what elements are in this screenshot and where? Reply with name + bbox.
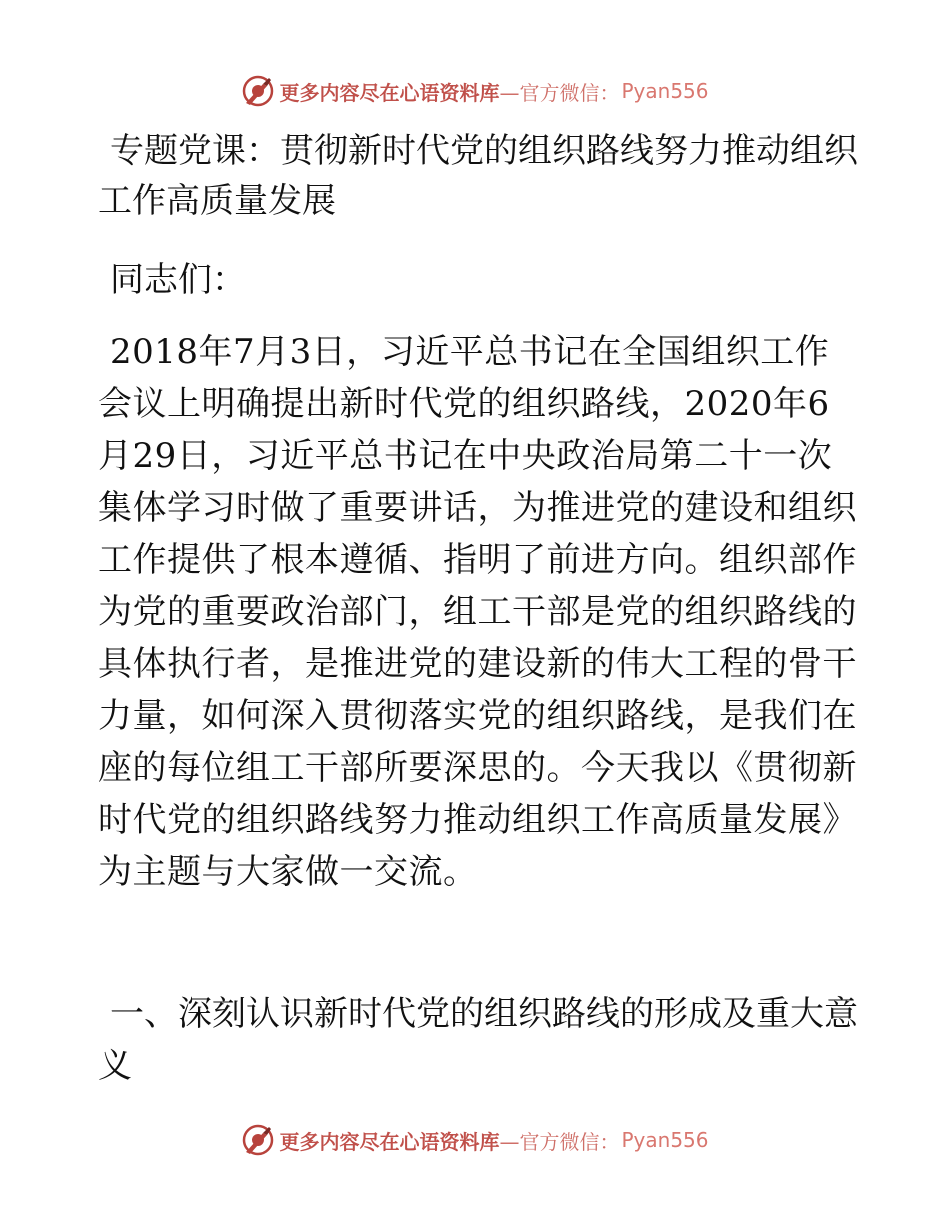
greeting: 同志们： — [110, 260, 246, 300]
watermark-text: 更多内容尽在心语资料库 — [279, 80, 500, 105]
body-paragraph: 2018年7月3日，习近平总书记在全国组织工作会议上明确提出新时代党的组织路线，2020年6月29日，习近平总书记在中央政治局第二十一次集体学习时做了重要讲话，为推进党的建设和组织工作提供了根本遵循、指明了前进方向。组织部作为党的重要政治部门，组工干部是党的组织路线的具体执行者，是推进党的建设新的伟大工程的骨干力量，如何深入贯彻落实党的组织路线，是我们在座的每位组工干部所要深思的。今天我以《贯彻新时代党的组织路线努力推动组织工作高质量发展》为主题与大家做一交流。 — [98, 332, 857, 892]
header-watermark-banner — [0, 71, 950, 111]
watermark-wechat-label: —官方微信： — [499, 1129, 620, 1154]
watermark-wechat-id: Pyan556 — [621, 1128, 709, 1152]
watermark-wechat-id: Pyan556 — [621, 79, 709, 103]
pen-logo-icon — [241, 74, 275, 108]
watermark-wechat-label: —官方微信： — [499, 80, 620, 105]
document-title: 专题党课：贯彻新时代党的组织路线努力推动组织工作高质量发展 — [98, 131, 858, 221]
watermark-text: 更多内容尽在心语资料库 — [279, 1129, 500, 1154]
section-heading: 一、深刻认识新时代党的组织路线的形成及重大意义 — [98, 994, 858, 1086]
pen-logo-icon — [241, 1123, 275, 1157]
footer-watermark-banner — [0, 1120, 950, 1160]
